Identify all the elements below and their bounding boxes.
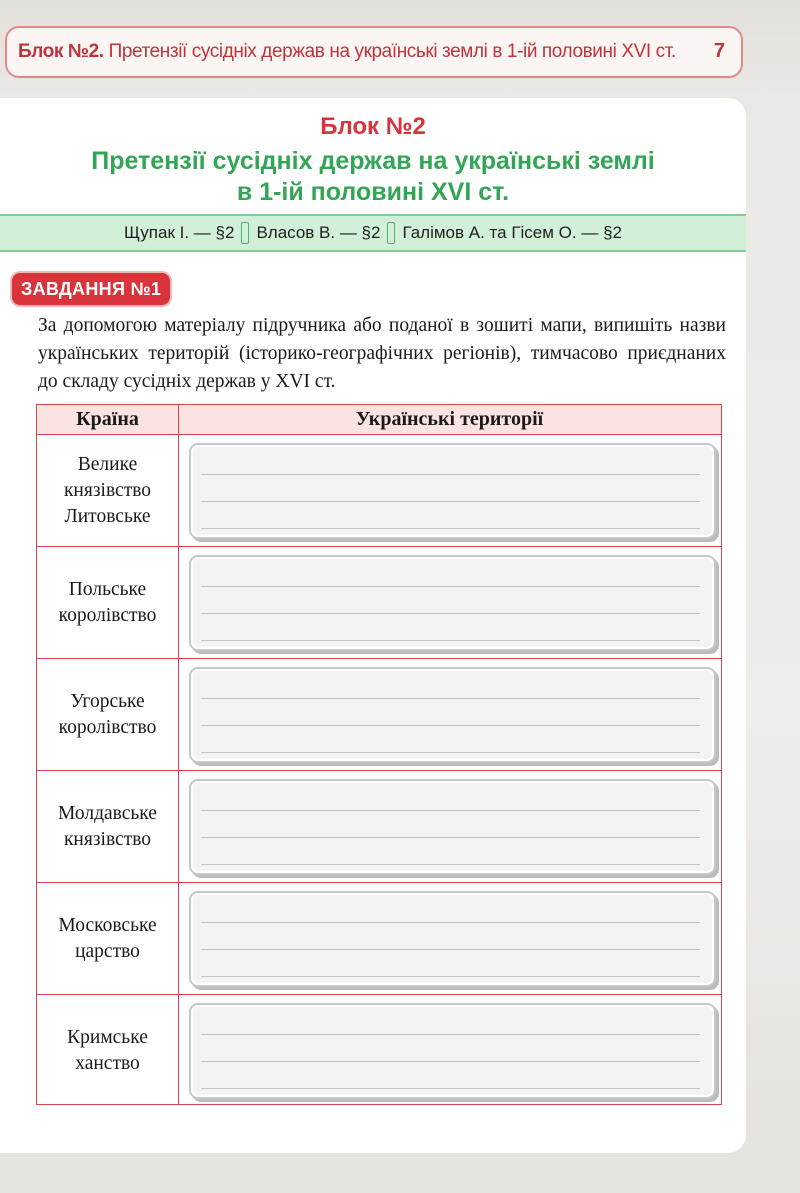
table-row xyxy=(37,883,721,995)
writing-line xyxy=(201,698,700,699)
country-cell: Кримське ханство xyxy=(67,1027,148,1074)
writing-line xyxy=(201,1061,700,1062)
answer-field[interactable] xyxy=(189,779,716,875)
writing-line xyxy=(201,586,700,587)
answer-field[interactable] xyxy=(189,1003,716,1099)
writing-line xyxy=(201,1088,700,1089)
writing-line xyxy=(201,725,700,726)
writing-line xyxy=(201,949,700,950)
page-number: 7 xyxy=(713,40,725,62)
answer-field[interactable] xyxy=(189,891,716,987)
country-cell: Угорське королівство xyxy=(58,690,157,738)
writing-line xyxy=(201,752,700,753)
writing-line xyxy=(201,810,700,811)
country-cell: Велике князівство Литовське xyxy=(63,453,152,527)
task-instructions: За допомогою матеріалу підручника або поданої в зошиті мапи, випишіть назви українських територій (історико-географічних регіонів), тимчасово приєднаних до складу сусідніх держав у XVI ст. xyxy=(38,315,726,392)
running-header xyxy=(5,26,743,78)
running-header-title xyxy=(18,41,676,63)
answer-field[interactable] xyxy=(189,555,716,651)
writing-line xyxy=(201,1034,700,1035)
textbook-references xyxy=(0,214,746,252)
reference-item: Галімов А. та Гісем О. — §2 xyxy=(402,223,622,242)
reference-item: Власов В. — §2 xyxy=(256,223,381,242)
writing-line xyxy=(201,640,700,641)
column-header-country: Країна xyxy=(76,408,139,430)
country-cell: Московське царство xyxy=(58,914,157,962)
table-row xyxy=(37,547,721,659)
writing-line xyxy=(201,837,700,838)
block-subtitle xyxy=(0,146,746,208)
answer-table xyxy=(36,404,722,1105)
running-header-text: Претензії сусідніх держав на українські землі в 1-ій половині XVI ст. xyxy=(108,41,676,62)
writing-line xyxy=(201,528,700,529)
writing-line xyxy=(201,922,700,923)
table-row xyxy=(37,435,721,547)
block-heading: Блок №2 xyxy=(320,113,426,140)
reference-separator xyxy=(387,222,395,244)
writing-line xyxy=(201,864,700,865)
table-row xyxy=(37,995,721,1107)
answer-field[interactable] xyxy=(189,443,716,539)
block-subtitle-line2: в 1-ій половині XVI ст. xyxy=(236,178,510,206)
writing-line xyxy=(201,501,700,502)
country-cell: Польське королівство xyxy=(58,578,157,626)
writing-line xyxy=(201,613,700,614)
country-cell: Молдавське князівство xyxy=(58,802,157,850)
task-badge: ЗАВДАННЯ №1 xyxy=(12,273,170,305)
answer-field[interactable] xyxy=(189,667,716,763)
running-header-block-label: Блок №2. xyxy=(18,41,104,62)
table-row xyxy=(37,771,721,883)
writing-line xyxy=(201,474,700,475)
column-header-territories: Українські території xyxy=(355,408,544,430)
table-row xyxy=(37,659,721,771)
reference-separator xyxy=(241,222,249,244)
table-header xyxy=(37,405,721,435)
reference-item: Щупак І. — §2 xyxy=(124,223,235,242)
block-subtitle-line1: Претензії сусідніх держав на українські землі xyxy=(91,147,655,175)
writing-line xyxy=(201,976,700,977)
